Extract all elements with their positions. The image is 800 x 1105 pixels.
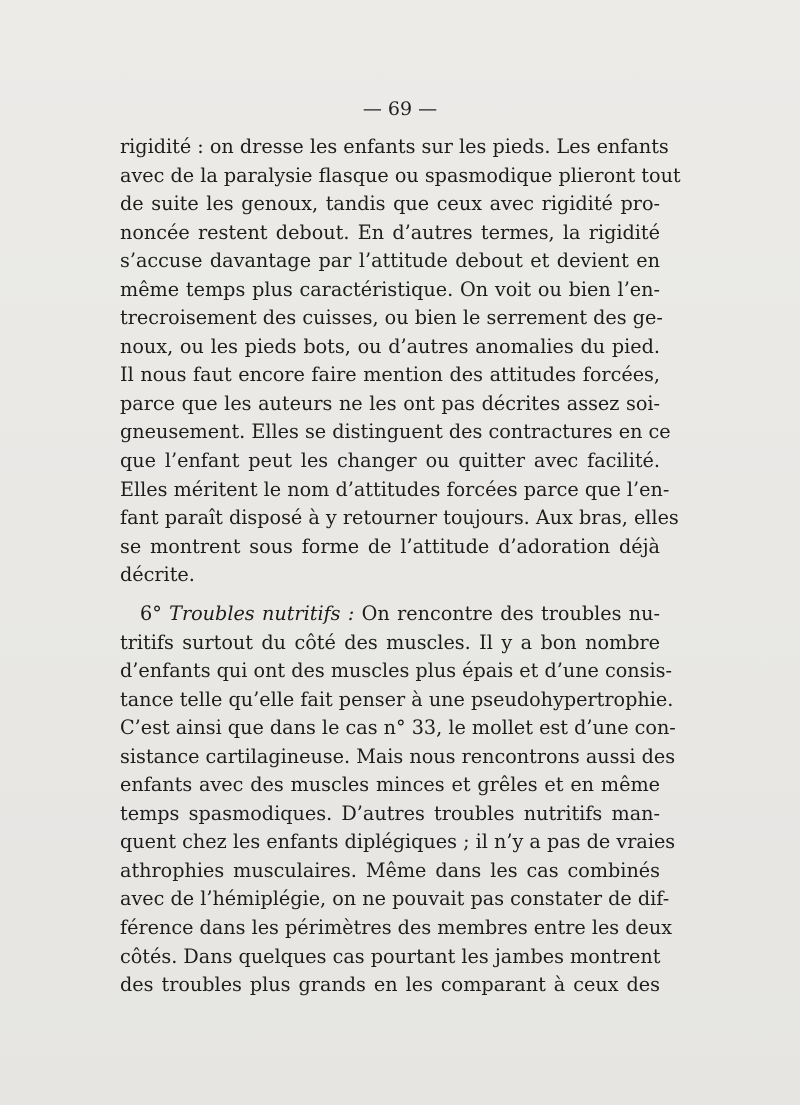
page-number: — 69 —	[362, 98, 438, 120]
text-line: sistance cartilagineuse. Mais nous rencontrons aussi des	[120, 744, 676, 768]
text-line: tance telle qu’elle fait penser à une pseudohypertrophie.	[120, 687, 674, 711]
paragraph-2	[120, 600, 676, 1000]
section-heading-line	[120, 600, 660, 629]
text-line: avec de la paralysie flasque ou spasmodique plieront tout	[120, 163, 681, 187]
text-line: noncée restent debout. En d’autres termes, la rigidité	[120, 220, 660, 244]
section-title: Troubles nutritifs :	[169, 602, 355, 625]
text-line: Elles méritent le nom d’attitudes forcées parce que l’en-	[120, 477, 670, 501]
text-line: C’est ainsi que dans le cas n° 33, le mollet est d’une con-	[120, 716, 676, 740]
text-line: Il nous faut encore faire mention des attitudes forcées,	[120, 363, 660, 387]
text-line: férence dans les périmètres des membres entre les deux	[120, 916, 673, 940]
text-line: tritifs surtout du côté des muscles. Il y a bon nombre	[120, 630, 660, 654]
text-line: gneusement. Elles se distinguent des contractures en ce	[120, 420, 671, 444]
text-line: même temps plus caractéristique. On voit ou bien l’en-	[120, 277, 660, 301]
text-line: rigidité : on dresse les enfants sur les pieds. Les enfants	[120, 135, 669, 158]
text-line: fant paraît disposé à y retourner toujours. Aux bras, elles	[120, 506, 679, 530]
section-number: 6°	[140, 602, 162, 625]
text-line: s’accuse davantage par l’attitude debout et devient en	[120, 249, 660, 273]
text-line: d’enfants qui ont des muscles plus épais et d’une consis-	[120, 659, 672, 683]
text-line: des troubles plus grands en les comparant à ceux des	[120, 973, 660, 997]
text-line: de suite les genoux, tandis que ceux avec rigidité pro-	[120, 192, 660, 216]
paragraph-1	[120, 133, 681, 590]
text-line: que l’enfant peut les changer ou quitter avec facilité.	[120, 449, 660, 473]
text-line: enfants avec des muscles minces et grêles et en même	[120, 773, 660, 797]
section-first-line-text: On rencontre des troubles nu-	[361, 602, 660, 625]
text-line: côtés. Dans quelques cas pourtant les jambes montrent	[120, 944, 661, 968]
text-line: se montrent sous forme de l’attitude d’adoration déjà	[120, 534, 660, 558]
text-line: avec de l’hémiplégie, on ne pouvait pas constater de dif-	[120, 887, 670, 911]
text-line: athrophies musculaires. Même dans les cas combinés	[120, 858, 660, 882]
text-line: noux, ou les pieds bots, ou d’autres anomalies du pied.	[120, 334, 660, 358]
text-line: parce que les auteurs ne les ont pas décrites assez soi-	[120, 391, 660, 415]
text-line: trecroisement des cuisses, ou bien le serrement des ge-	[120, 306, 663, 330]
text-line: temps spasmodiques. D’autres troubles nutritifs man-	[120, 801, 660, 825]
text-line: quent chez les enfants diplégiques ; il n’y a pas de vraies	[120, 830, 676, 854]
text-line: décrite.	[120, 563, 195, 587]
